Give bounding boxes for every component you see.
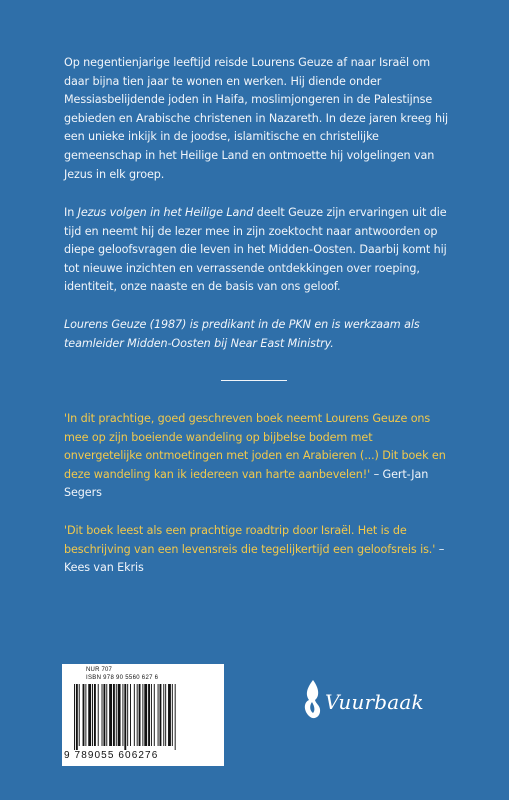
divider — [221, 380, 287, 381]
author-bio — [64, 316, 450, 353]
blurb-paragraph-1 — [64, 54, 450, 184]
flame-icon — [301, 678, 323, 722]
blurb-text-2-start: In — [64, 206, 78, 219]
quote-2-text: 'Dit boek leest als een prachtige roadtrip door Israël. Het is de beschrijving van een levensreis die tegelijkertijd een geloofsreis is.' — [64, 524, 436, 556]
author-bio-text: Lourens Geuze (1987) is predikant in de PKN en is werkzaam als teamleider Midden-Oosten bij Near East Ministry. — [64, 318, 420, 350]
barcode-label — [62, 664, 224, 766]
quote-1-attribution: – Gert-Jan Segers — [64, 467, 429, 500]
blurb-text-2-rest: deelt Geuze zijn ervaringen uit die tijd en neemt hij de lezer mee in zijn zoektocht naar antwoorden op diepe geloofsvragen die leven in het Midden-Oosten. Daarbij komt hij tot nieuwe inzichten en verrassende ontdekkingen over roeping, identiteit, onze naaste en de basis van ons geloof. — [64, 206, 447, 294]
blurb-text-1: Op negentienjarige leeftijd reisde Lourens Geuze af naar Israël om daar bijna tien jaar te wonen en werken. Hij diende onder Messiasbelijdende joden in Haifa, moslimjongeren in de Palestijnse gebieden en Arabische christenen in Nazareth. In deze jaren kreeg hij een unieke inkijk in de joodse, islamitische en christelijke gemeenschap in het Heilige Land en ontmoette hij volgelingen van Jezus in elk groep. — [64, 56, 449, 181]
book-title: Jezus volgen in het Heilige Land — [77, 206, 254, 219]
publisher-logo — [301, 678, 451, 722]
quote-2 — [64, 522, 450, 578]
nur-code: NUR 707 — [86, 667, 113, 673]
quote-2-attribution: – Kees van Ekris — [64, 542, 445, 575]
ean-number: 9 789055 606276 — [64, 750, 159, 761]
barcode-bars — [72, 684, 216, 750]
publisher-name: Vuurbaak — [325, 690, 424, 714]
quote-1 — [64, 410, 450, 503]
blurb-paragraph-2 — [64, 204, 450, 297]
isbn-number: ISBN 978 90 5560 627 6 — [86, 675, 159, 681]
quote-1-text: 'In dit prachtige, goed geschreven boek neemt Lourens Geuze ons mee op zijn boeiende wandeling op bijbelse bodem met onvergetelijke ontmoetingen met joden en Arabieren (...) Dit boek en deze wandeling kan ik iedereen van harte aanbevelen!' — [64, 412, 446, 481]
